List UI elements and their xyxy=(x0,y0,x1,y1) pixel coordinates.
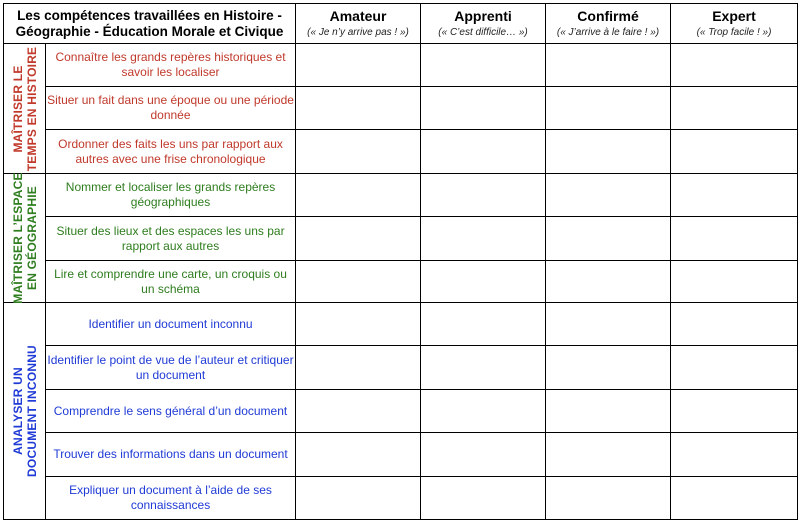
expert-cell[interactable] xyxy=(671,303,798,346)
amateur-cell[interactable] xyxy=(296,130,421,174)
skill-label: Situer un fait dans une époque ou une période donnée xyxy=(46,87,296,130)
confirme-cell[interactable] xyxy=(546,390,671,433)
skill-label: Lire et comprendre une carte, un croquis ou un schéma xyxy=(46,261,296,303)
skill-label: Situer des lieux et des espaces les uns par rapport aux autres xyxy=(46,217,296,261)
amateur-cell[interactable] xyxy=(296,261,421,303)
section-label-line: MAÎTRISER L’ESPACE xyxy=(10,172,25,304)
expert-cell[interactable] xyxy=(671,477,798,520)
skills-grid xyxy=(3,3,798,520)
confirme-cell[interactable] xyxy=(546,130,671,174)
amateur-cell[interactable] xyxy=(296,477,421,520)
apprenti-cell[interactable] xyxy=(421,261,546,303)
section-label-line: TEMPS EN HISTOIRE xyxy=(24,46,39,171)
table-title: Les compétences travaillées en Histoire - Géographie - Éducation Morale et Civique xyxy=(4,4,296,44)
skill-label: Comprendre le sens général d’un document xyxy=(46,390,296,433)
skill-row xyxy=(4,433,798,477)
level-description: (« Trop facile ! ») xyxy=(696,27,772,38)
skill-row xyxy=(4,346,798,390)
apprenti-cell[interactable] xyxy=(421,44,546,87)
expert-cell[interactable] xyxy=(671,174,798,217)
amateur-cell[interactable] xyxy=(296,217,421,261)
level-header-amateur xyxy=(296,4,421,44)
apprenti-cell[interactable] xyxy=(421,174,546,217)
apprenti-cell[interactable] xyxy=(421,477,546,520)
skill-label: Trouver des informations dans un document xyxy=(46,433,296,477)
amateur-cell[interactable] xyxy=(296,174,421,217)
confirme-cell[interactable] xyxy=(546,261,671,303)
confirme-cell[interactable] xyxy=(546,433,671,477)
skill-row xyxy=(4,303,798,346)
apprenti-cell[interactable] xyxy=(421,217,546,261)
skill-label: Ordonner des faits les uns par rapport aux autres avec une frise chronologique xyxy=(46,130,296,174)
skill-row xyxy=(4,390,798,433)
skill-label: Nommer et localiser les grands repères géographiques xyxy=(46,174,296,217)
level-description: (« J’arrive à le faire ! ») xyxy=(556,27,660,38)
confirme-cell[interactable] xyxy=(546,174,671,217)
amateur-cell[interactable] xyxy=(296,303,421,346)
skill-label: Expliquer un document à l’aide de ses connaissances xyxy=(46,477,296,520)
confirme-cell[interactable] xyxy=(546,477,671,520)
skill-row xyxy=(4,87,798,130)
skill-row xyxy=(4,44,798,87)
expert-cell[interactable] xyxy=(671,390,798,433)
section-document xyxy=(4,303,46,520)
level-name: Apprenti xyxy=(454,8,512,24)
apprenti-cell[interactable] xyxy=(421,346,546,390)
section-label-line: EN GÉOGRAPHIE xyxy=(24,186,39,290)
apprenti-cell[interactable] xyxy=(421,130,546,174)
level-description: (« C’est difficile… ») xyxy=(438,27,528,38)
skill-label: Identifier le point de vue de l’auteur et critiquer un document xyxy=(46,346,296,390)
level-header-expert xyxy=(671,4,798,44)
section-label xyxy=(11,172,39,303)
section-label xyxy=(11,345,39,477)
amateur-cell[interactable] xyxy=(296,44,421,87)
section-label-line: ANALYSER UN xyxy=(10,367,25,455)
confirme-cell[interactable] xyxy=(546,87,671,130)
section-label-line: MAÎTRISER LE xyxy=(10,64,25,153)
apprenti-cell[interactable] xyxy=(421,390,546,433)
level-name: Amateur xyxy=(329,8,387,24)
skill-row xyxy=(4,130,798,174)
level-header-confirme xyxy=(546,4,671,44)
section-geography xyxy=(4,174,46,303)
skill-label: Identifier un document inconnu xyxy=(46,303,296,346)
expert-cell[interactable] xyxy=(671,44,798,87)
section-label-line: DOCUMENT INCONNU xyxy=(24,345,39,477)
expert-cell[interactable] xyxy=(671,346,798,390)
level-name: Expert xyxy=(712,8,756,24)
apprenti-cell[interactable] xyxy=(421,303,546,346)
confirme-cell[interactable] xyxy=(546,346,671,390)
skill-row xyxy=(4,261,798,303)
amateur-cell[interactable] xyxy=(296,346,421,390)
expert-cell[interactable] xyxy=(671,217,798,261)
confirme-cell[interactable] xyxy=(546,44,671,87)
skill-label: Connaître les grands repères historiques et savoir les localiser xyxy=(46,44,296,87)
expert-cell[interactable] xyxy=(671,130,798,174)
skill-row xyxy=(4,477,798,520)
section-label xyxy=(11,46,39,171)
confirme-cell[interactable] xyxy=(546,217,671,261)
header-row xyxy=(4,4,798,44)
skill-row xyxy=(4,174,798,217)
amateur-cell[interactable] xyxy=(296,433,421,477)
skill-row xyxy=(4,217,798,261)
level-header-apprenti xyxy=(421,4,546,44)
confirme-cell[interactable] xyxy=(546,303,671,346)
amateur-cell[interactable] xyxy=(296,390,421,433)
level-description: (« Je n’y arrive pas ! ») xyxy=(307,27,409,38)
amateur-cell[interactable] xyxy=(296,87,421,130)
expert-cell[interactable] xyxy=(671,87,798,130)
apprenti-cell[interactable] xyxy=(421,87,546,130)
expert-cell[interactable] xyxy=(671,433,798,477)
expert-cell[interactable] xyxy=(671,261,798,303)
level-name: Confirmé xyxy=(577,8,639,24)
apprenti-cell[interactable] xyxy=(421,433,546,477)
section-history xyxy=(4,44,46,174)
